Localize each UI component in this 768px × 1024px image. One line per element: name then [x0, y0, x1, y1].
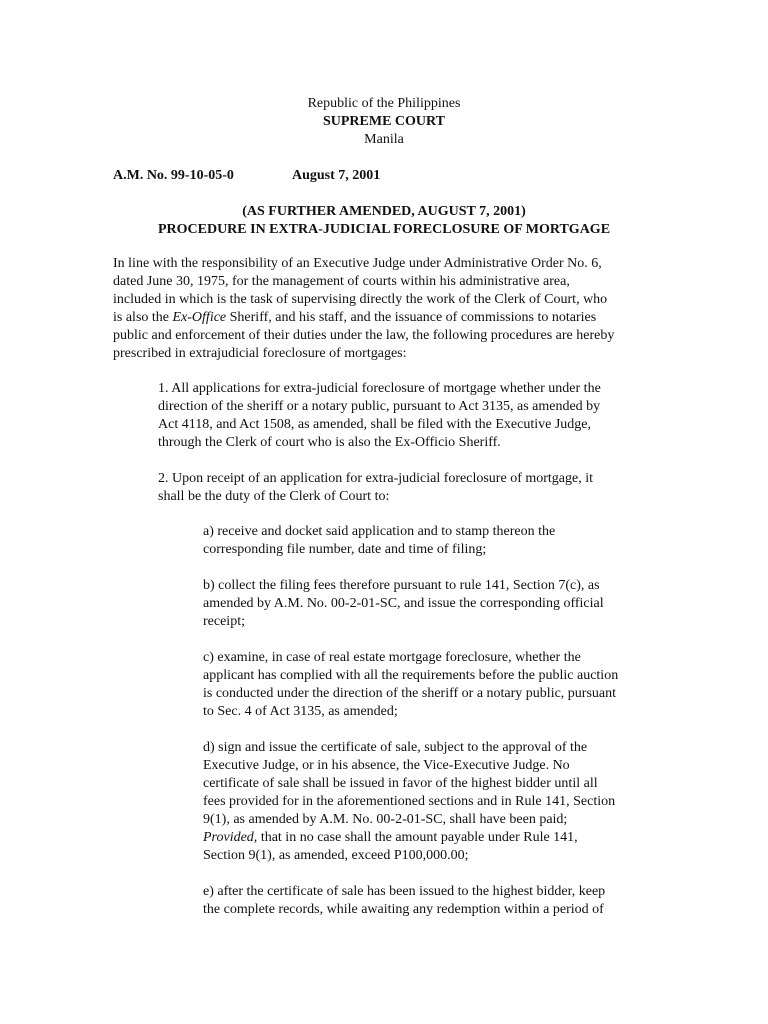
list-item-2: 2. Upon receipt of an application for extra-judicial foreclosure of mortgage, it shall be the duty of the Clerk of Court to:	[158, 471, 593, 504]
header-city: Manila	[364, 132, 404, 147]
header-republic: Republic of the Philippines	[307, 96, 461, 111]
intro-paragraph	[113, 255, 673, 363]
sub-item-a: a) receive and docket said application and to stamp thereon the corresponding file number, date and time of filing;	[203, 524, 556, 557]
sub-item-d-text-1: d) sign and issue the certificate of sale, subject to the approval of the Executive Judge, or in his absence, the Vice-Executive Judge. No certificate of sale shall be issued in favor of the highest bidder until all fees provided for in the aforementioned sections and in Rule 141, Section 9(1), as amended by A.M. No. 00-2-01-SC, shall have been paid;	[203, 740, 616, 827]
sub-item-d	[203, 739, 673, 865]
sub-item-e: e) after the certificate of sale has been issued to the highest bidder, keep the complete records, while awaiting any redemption within a period of	[203, 884, 606, 917]
title-amendment: (AS FURTHER AMENDED, AUGUST 7, 2001)	[242, 204, 526, 219]
sub-item-c: c) examine, in case of real estate mortgage foreclosure, whether the applicant has complied with all the requirements before the public auction is conducted under the direction of the sheriff or a notary public, pursuant to Sec. 4 of Act 3135, as amended;	[203, 650, 619, 719]
case-date: August 7, 2001	[292, 168, 381, 183]
sub-item-d-text-2: that in no case shall the amount payable under Rule 141, Section 9(1), as amended, exceed P100,000.00;	[203, 830, 578, 863]
intro-italic: Ex-Office	[172, 310, 227, 325]
intro-text-2: Sheriff, and his staff, and the issuance of commissions to notaries public and enforcement of their duties under the law, the following procedures are hereby prescribed in extrajudicial foreclosure of mortgages:	[113, 310, 615, 361]
title-procedure: PROCEDURE IN EXTRA-JUDICIAL FORECLOSURE OF MORTGAGE	[157, 222, 611, 237]
case-number: A.M. No. 99-10-05-0	[113, 168, 234, 183]
sub-item-b: b) collect the filing fees therefore pursuant to rule 141, Section 7(c), as amended by A.M. No. 00-2-01-SC, and issue the corresponding official receipt;	[203, 578, 604, 629]
intro-text-1: In line with the responsibility of an Executive Judge under Administrative Order No. 6, dated June 30, 1975, for the management of courts within his administrative area, included in which is the task of supervising directly the work of the Clerk of Court, who is also the	[113, 256, 608, 325]
sub-item-d-italic: Provided,	[203, 830, 258, 845]
list-item-1: 1. All applications for extra-judicial foreclosure of mortgage whether under the direction of the sheriff or a notary public, pursuant to Act 3135, as amended by Act 4118, and Act 1508, as amended, shall be filed with the Executive Judge, through the Clerk of court who is also the Ex-Officio Sheriff.	[158, 381, 601, 450]
header-court: SUPREME COURT	[322, 114, 445, 129]
